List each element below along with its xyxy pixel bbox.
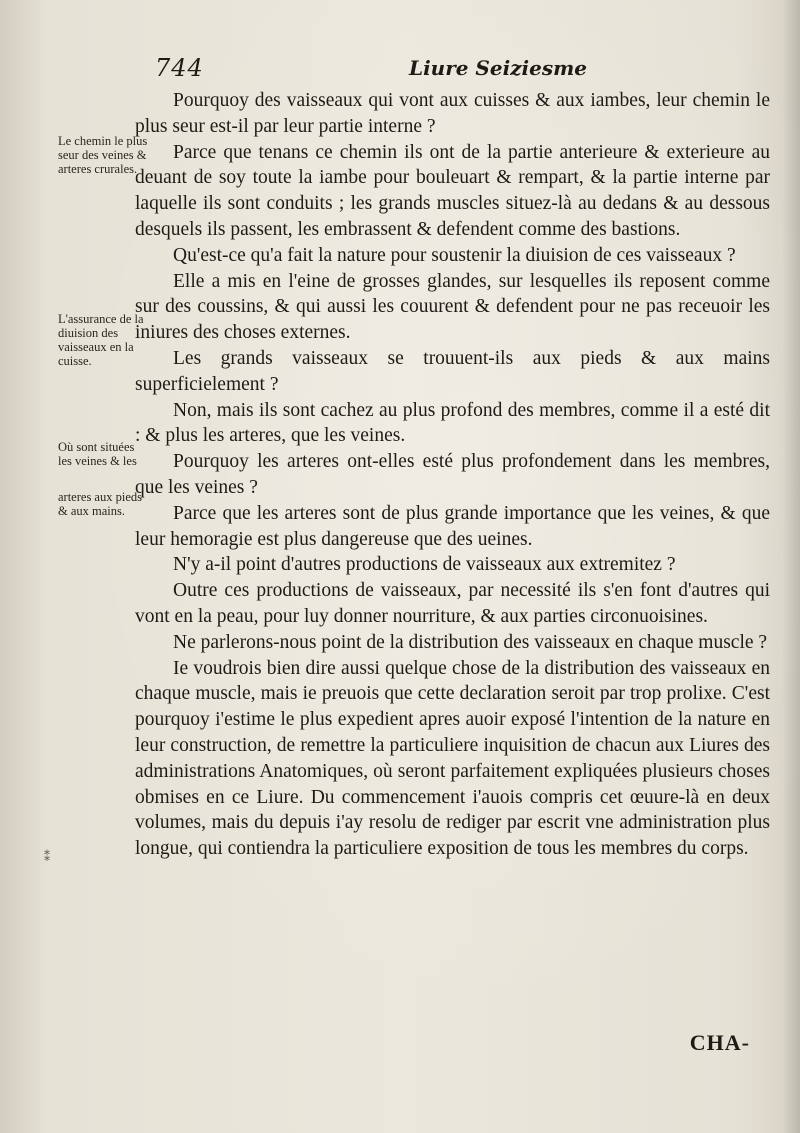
question-paragraph: Ne parlerons-nous point de la distribution des vaisseaux en chaque muscle ? bbox=[173, 631, 768, 653]
question-paragraph: N'y a-il point d'autres productions de vaisseaux aux extremitez ? bbox=[173, 554, 676, 576]
answer-paragraph: Ie voudrois bien dire aussi quelque chose de la distribution des vaisseaux en chaque muscle, mais ie preuois que cette declaration seroit par trop prolixe. C'est pourquoy i'estime le plus expedient apres auoir exposé l'intention de la nature en leur construction, de remettre la particuliere inquisition de chacun aux Liures des administrations Anatomiques, où seront parfaitement expliquées plusieurs choses obmises en ce Liure. Du commencement i'auois compris cet œuure-là en deux volumes, mais du depuis i'ay resolu de rediger par escrit vne administration plus longue, qui contiendra la particuliere exposition de tous les membres du corps. bbox=[135, 657, 770, 860]
question-paragraph: Pourquoy des vaisseaux qui vont aux cuisses & aux iambes, leur chemin le plus seur est-il par leur partie interne ? bbox=[135, 90, 770, 137]
answer-paragraph: Parce que les arteres sont de plus grande importance que les veines, & que leur hemoragie est plus dangereuse que des ueines. bbox=[135, 502, 770, 550]
question-paragraph: Les grands vaisseaux se trouuent-ils aux pieds & aux mains superficielement ? bbox=[135, 347, 770, 395]
margin-note: L'assurance de la diuision des vaisseaux en la cuisse. bbox=[58, 312, 144, 368]
running-head: Liure Seiziesme bbox=[409, 56, 588, 80]
page-header bbox=[145, 54, 770, 90]
ink-mark: ⁑ bbox=[44, 850, 50, 864]
answer-paragraph: Elle a mis en l'eine de grosses glandes, sur lesquelles ils reposent comme sur des coussins, & qui aussi les couurent & defendent pour ne pas receuoir les iniures des choses externes. bbox=[135, 270, 770, 344]
answer-paragraph: Non, mais ils sont cachez au plus profond des membres, comme il a esté dit : & plus les arteres, que les veines. bbox=[135, 399, 770, 447]
answer-paragraph: Outre ces productions de vaisseaux, par necessité ils s'en font d'autres qui vont en la peau, pour luy donner nourriture, & aux parties circonuoisines. bbox=[135, 580, 770, 627]
page-number: 744 bbox=[155, 54, 204, 82]
margin-note: Le chemin le plus seur des veines & arteres crurales. bbox=[58, 134, 148, 176]
margin-note: arteres aux pieds & aux mains. bbox=[58, 490, 142, 518]
main-text bbox=[135, 88, 770, 862]
catchword: CHA- bbox=[689, 1030, 750, 1055]
answer-paragraph: Parce que tenans ce chemin ils ont de la partie anterieure & exterieure au deuant de soy toute la iambe pour bouleuart & rempart, & la partie interne par laquelle ils sont conduits ; les grands muscles situez-là au dedans & au dessous desquels ils passent, les embrassent & defendent comme des bastions. bbox=[135, 141, 770, 240]
question-paragraph: Qu'est-ce qu'a fait la nature pour soustenir la diuision de ces vaisseaux ? bbox=[173, 244, 736, 266]
question-paragraph: Pourquoy les arteres ont-elles esté plus profondement dans les membres, que les veines ? bbox=[135, 451, 770, 498]
margin-note: Où sont situées les veines & les bbox=[58, 440, 137, 468]
